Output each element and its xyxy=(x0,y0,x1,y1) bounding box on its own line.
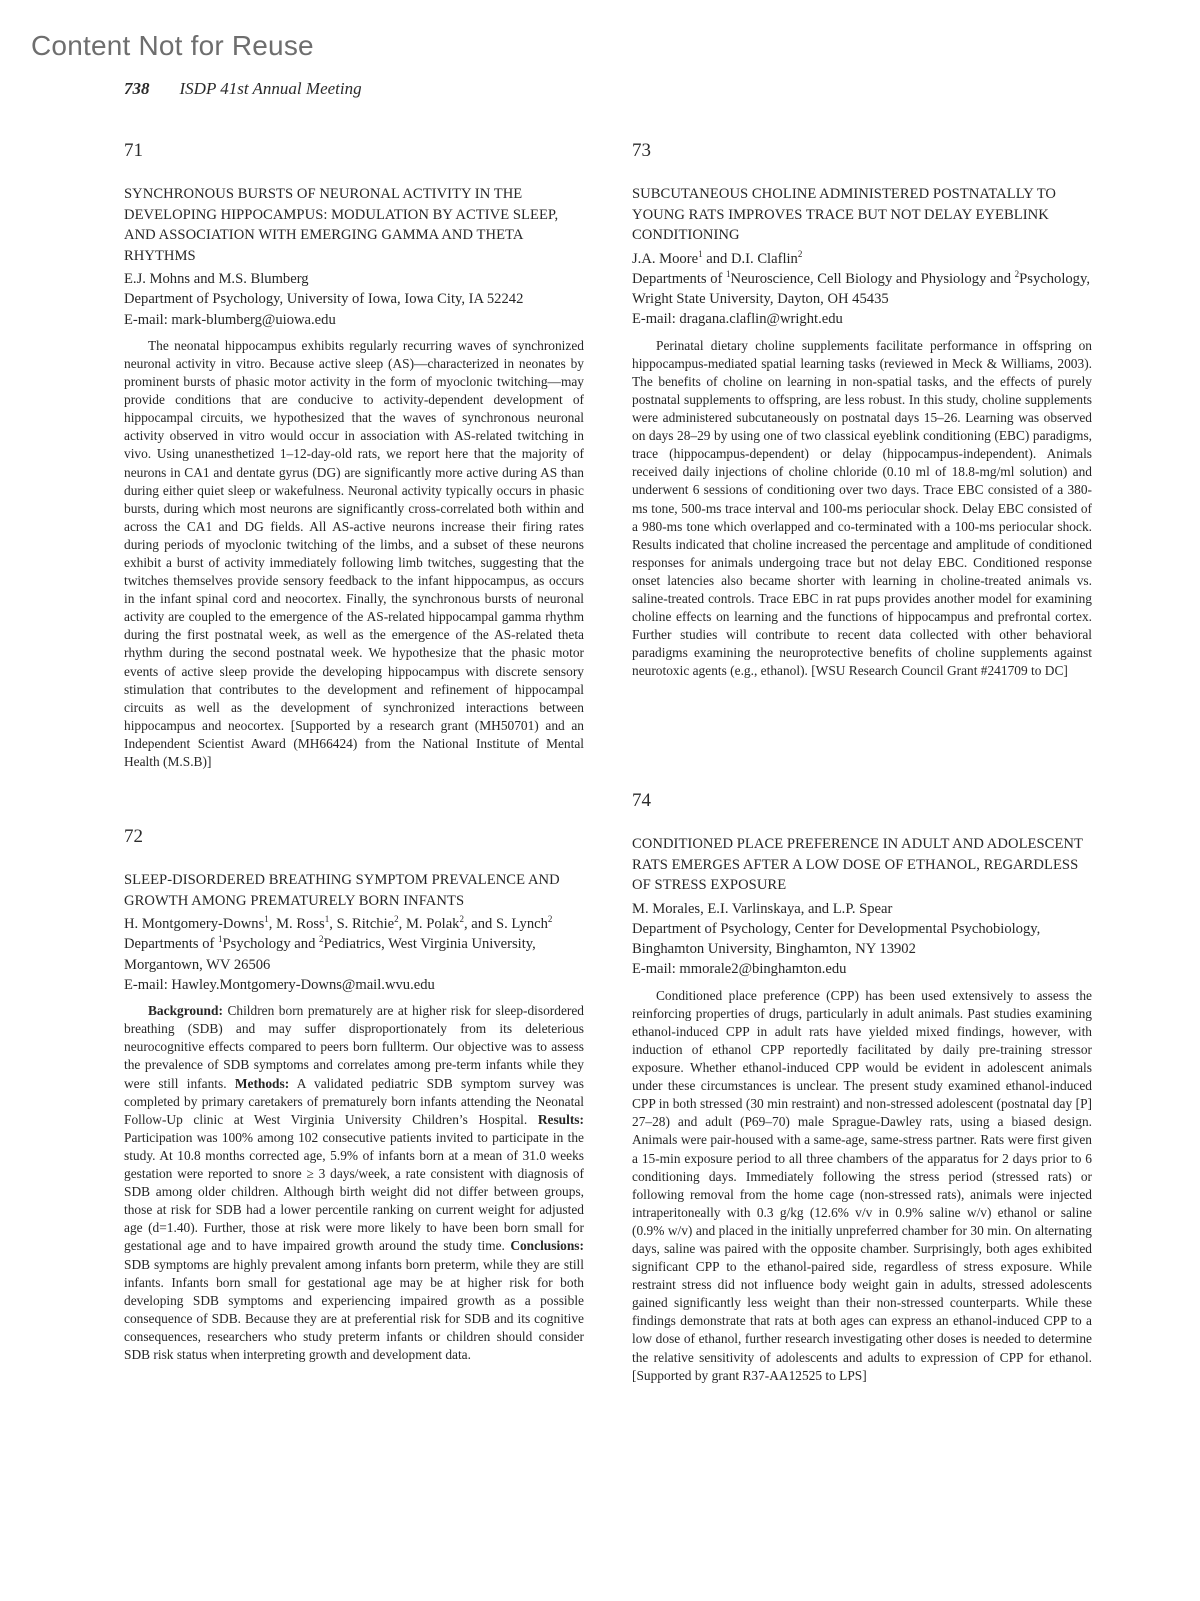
abstract-authors: H. Montgomery-Downs$^1$, M. Ross$^1$, S. Ritchie$^2$, M. Polak$^2$, and S. Lynch$^2$ xyxy=(124,914,553,932)
abstract-affiliation: Department of Psychology, Center for Developmental Psychobiology, Binghamton University, Binghamton, NY 13902 xyxy=(632,920,1041,958)
abstract-text: Perinatal dietary choline supplements facilitate performance in offspring on hippocampus-mediated spatial learning tasks (reviewed in Meck & Williams, 2003). The benefits of choline on learning in non-spatial tasks, and the effects of purely postnatal supplements to offspring, are less robust. In this study, choline supplements were administered subcutaneously on postnatal days 15–26. Learning was observed on days 28–29 by using one of two classical eyeblink conditioning (EBC) paradigms, trace (hippocampus-dependent) or delay (hippocampus-independent). Animals received daily injections of choline chloride (0.10 ml of 18.8-mg/ml solution) and underwent 6 sessions of conditioning over two days. Trace EBC consisted of a 380-ms tone, 500-ms trace interval and 100-ms periocular shock. Delay EBC consisted of a 980-ms tone which overlapped and co-terminated with a 100-ms periocular shock. Results indicated that choline increased the percentage and amplitude of conditioned responses for animals undergoing trace but not delay EBC. Conditioned response onset latencies also became shorter with learning in choline-treated animals vs. saline-treated controls. Trace EBC in rat pups provides another model for examining choline effects on learning and the functions of hippocampus and prefrontal cortex. Further studies will contribute to recent data collected with other behavioral paradigms examining the neuroprotective benefits of choline supplements against neurotoxic agents (e.g., ethanol). [WSU Research Council Grant #241709 to DC] xyxy=(632,337,1092,679)
abstract-text: The neonatal hippocampus exhibits regularly recurring waves of synchronized neuronal activity in vitro. Because active sleep (AS)—characterized in neonates by prominent bursts of phasic motor activity in the form of myoclonic twitching—may provide conditions that are conducive to activity-dependent development of hippocampal circuits, we hypothesized that the waves of synchronous neuronal activity observed in vitro would occur in association with AS-related twitching in vivo. Using unanesthetized 1–12-day-old rats, we report here that the majority of neurons in CA1 and dentate gyrus (DG) are significantly more active during AS than during either quiet sleep or wakefulness. Neuronal activity typically occurs in phasic bursts, during which most neurons are significantly cross-correlated both within and across the CA1 and DG fields. All AS-active neurons increase their firing rates during periods of myoclonic twitching of the limbs, and a subset of these neurons exhibit a burst of activity immediately following limb twitches, suggesting that the twitches themselves provide sensory feedback to the infant hippocampus, as occurs in the infant spinal cord and neocortex. Finally, the synchronous bursts of neuronal activity are coupled to the emergence of the AS-related hippocampal gamma rhythm during the first postnatal week, as well as the emergence of the AS-related theta rhythm during the second postnatal week. We hypothesize that the phasic motor events of active sleep provide the developing hippocampus with discrete sensory stimulation that contributes to the development and refinement of hippocampal circuits as well as the development of synchronized interactions between hippocampus and neocortex. [Supported by a research grant (MH50701) and an Independent Scientist Award (MH66424) from the National Institute of Mental Health (M.S.B)] xyxy=(124,337,584,770)
abstract-authors: M. Morales, E.I. Varlinskaya, and L.P. Spear xyxy=(632,900,893,917)
abstract-number: 72 xyxy=(124,826,143,847)
conclusions-label: Conclusions: xyxy=(510,1238,584,1254)
abstract-text: Background: Children born prematurely are at higher risk for sleep-disordered breathing (SDB) and may suffer disproportionately from its deleterious neurocognitive effects compared to peers born fullterm. Our objective was to assess the prevalence of SDB symptoms and correlates among pre-term infants while they were still infants. Methods: A validated pediatric SDB symptom survey was completed by primary caretakers of prematurely born infants attending the Neonatal Follow-Up clinic at West Virginia University Children’s Hospital. Results: Participation was 100% among 102 consecutive patients invited to participate in the study. At 10.8 months corrected age, 5.9% of infants born at a mean of 31.0 weeks gestation were reported to snore ≥ 3 days/week, a rate consistent with diagnosis of SDB among older children. Although birth weight did not differ between groups, those at risk for SDB had a lower percentile ranking on current weight for adjusted age (d=1.40). Further, those at risk were more likely to have been born small for gestational age and to have impaired growth around the study time. Conclusions: SDB symptoms are highly prevalent among infants born preterm, while they are still infants. Infants born small for gestational age may be at higher risk for both developing SDB symptoms and experiencing impaired growth as a possible consequence of SDB. Because they are at preferential risk for SDB and its cognitive consequences, researchers who study preterm infants or children should consider SDB risk status when interpreting growth and development data. xyxy=(124,1003,584,1362)
page-number: 738 xyxy=(124,79,150,98)
abstract-number: 74 xyxy=(632,790,651,811)
abstract-email: E-mail: Hawley.Montgomery-Downs@mail.wvu.edu xyxy=(124,976,435,993)
abstract-72 xyxy=(124,826,584,1364)
abstract-body xyxy=(632,987,1092,1385)
background-label: Background: xyxy=(148,1003,223,1019)
abstract-title: CONDITIONED PLACE PREFERENCE IN ADULT AND ADOLESCENT RATS EMERGES AFTER A LOW DOSE OF ETHANOL, REGARDLESS OF STRESS EXPOSURE xyxy=(632,836,1083,893)
methods-label: Methods: xyxy=(234,1075,290,1091)
watermark: Content Not for Reuse xyxy=(31,30,314,61)
abstract-authors: E.J. Mohns and M.S. Blumberg xyxy=(124,271,309,287)
abstract-email: E-mail: dragana.claflin@wright.edu xyxy=(632,311,843,328)
abstract-number: 73 xyxy=(632,140,651,161)
abstract-text: Conditioned place preference (CPP) has been used extensively to assess the reinforcing properties of drugs, particularly in adult animals. Past studies examining ethanol-induced CPP in adult rats have yielded mixed findings, however, with induction of ethanol CPP reportedly facilitated by daily pre-training stressor exposure. Whether ethanol-induced CPP would be evident in adolescent animals under these circumstances is unclear. The present study examined ethanol-induced CPP in both stressed (30 min restraint) and non-stressed adolescent (postnatal day [P] 27–28) and adult (P69–70) male Sprague-Dawley rats, using a biased design. Animals were pair-housed with a same-age, same-stress partner. Rats were first given a 15-min exposure period to all three chambers of the apparatus for 2 days prior to 6 conditioning days. Immediately following the stress period (stressed rats) or following removal from the home cage (non-stressed rats), animals were injected intraperitoneally with 0.3 g/kg (12.6% v/v in 0.9% saline w/v) ethanol or saline (0.9% w/v) and placed in the initially unpreferred chamber for 30 min. On alternating days, saline was paired with the opposite chamber. Surprisingly, both ages exhibited significant CPP to the ethanol-paired side, regardless of stress exposure. While restraint stress did not influence body weight gain in adults, stressed adolescents gained significantly less weight than their non-stressed counterparts. While these findings demonstrate that rats at both ages can express an ethanol-induced CPP to a low dose of ethanol, further research investigating other doses is needed to determine the relative sensitivity of adolescents and adults to expression of CPP for ethanol. [Supported by grant R37-AA12525 to LPS] xyxy=(632,987,1092,1383)
abstract-title: SUBCUTANEOUS CHOLINE ADMINISTERED POSTNATALLY TO YOUNG RATS IMPROVES TRACE BUT NOT DELAY EYEBLINK CONDITIONING xyxy=(632,186,1056,243)
abstract-affiliation: Departments of $^1$Neuroscience, Cell Biology and Physiology and $^2$Psychology, Wright State University, Dayton, OH 45435 xyxy=(632,268,1090,308)
abstract-affiliation: Departments of $^1$Psychology and $^2$Pediatrics, West Virginia University, Morgantown, WV 26506 xyxy=(124,934,536,973)
abstract-71 xyxy=(124,140,584,771)
abstract-body xyxy=(124,1002,584,1364)
abstract-number: 71 xyxy=(124,140,143,161)
abstract-affiliation: Department of Psychology, University of Iowa, Iowa City, IA 52242 xyxy=(124,291,524,308)
abstract-73 xyxy=(632,140,1092,680)
abstract-title: SYNCHRONOUS BURSTS OF NEURONAL ACTIVITY IN THE DEVELOPING HIPPOCAMPUS: MODULATION BY ACTIVE SLEEP, AND ASSOCIATION WITH EMERGING GAMMA AND THETA RHYTHMS xyxy=(124,186,559,264)
abstract-body xyxy=(632,337,1092,681)
abstract-authors: J.A. Moore$^1$ and D.I. Claflin$^2$ xyxy=(632,248,803,267)
abstract-title: SLEEP-DISORDERED BREATHING SYMPTOM PREVALENCE AND GROWTH AMONG PREMATURELY BORN INFANTS xyxy=(124,872,560,909)
journal-title: ISDP 41st Annual Meeting xyxy=(179,79,362,98)
abstract-body xyxy=(124,337,584,771)
abstract-email: E-mail: mark-blumberg@uiowa.edu xyxy=(124,311,336,328)
abstract-email: E-mail: mmorale2@binghamton.edu xyxy=(632,961,847,978)
results-label: Results: xyxy=(537,1111,584,1127)
running-head xyxy=(124,79,362,99)
abstract-74 xyxy=(632,790,1092,1385)
